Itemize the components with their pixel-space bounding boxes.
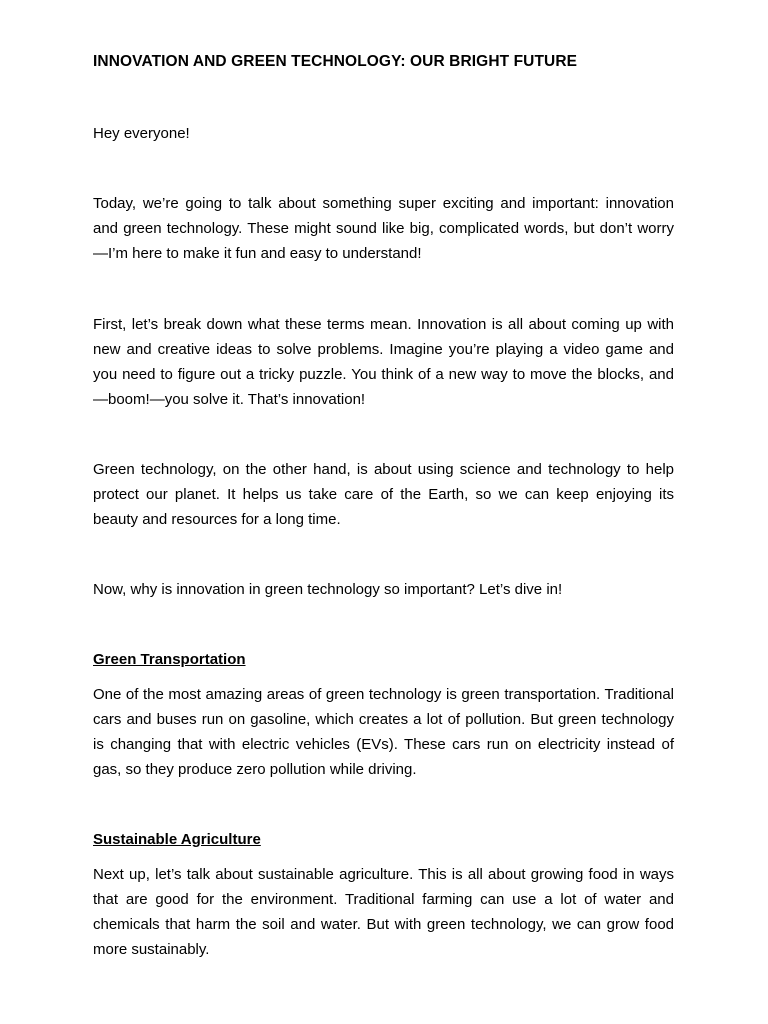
section-body-green-transportation: One of the most amazing areas of green technology is green transportation. Traditional cars and buses run on gasoline, which creates a lot of pollution. But green technology is changing that with electric vehicles (EVs). These cars run on electricity instead of gas, so they produce zero pollution while driving. [93, 686, 674, 778]
section-heading-green-transportation: Green Transportation [93, 651, 246, 668]
section-heading-sustainable-agriculture: Sustainable Agriculture [93, 831, 261, 848]
innovation-definition-paragraph: First, let’s break down what these terms mean. Innovation is all about coming up with new and creative ideas to solve problems. Imagine you’re playing a video game and you need to figure out a tricky puzzle. You think of a new way to move the blocks, and—boom!—you solve it. That’s innovation! [93, 316, 674, 408]
document-title: INNOVATION AND GREEN TECHNOLOGY: OUR BRIGHT FUTURE [93, 53, 578, 70]
greeting-paragraph: Hey everyone! [93, 125, 190, 142]
section-body-sustainable-agriculture: Next up, let’s talk about sustainable agriculture. This is all about growing food in ways that are good for the environment. Traditional farming can use a lot of water and chemicals that harm the soil and water. But with green technology, we can grow food more sustainably. [93, 866, 674, 958]
green-technology-definition-paragraph: Green technology, on the other hand, is about using science and technology to help protect our planet. It helps us take care of the Earth, so we can keep enjoying its beauty and resources for a long time. [93, 461, 674, 528]
intro-paragraph: Today, we’re going to talk about something super exciting and important: innovation and green technology. These might sound like big, complicated words, but don’t worry—I’m here to make it fun and easy to understand! [93, 195, 674, 262]
transition-paragraph: Now, why is innovation in green technology so important? Let’s dive in! [93, 581, 563, 598]
